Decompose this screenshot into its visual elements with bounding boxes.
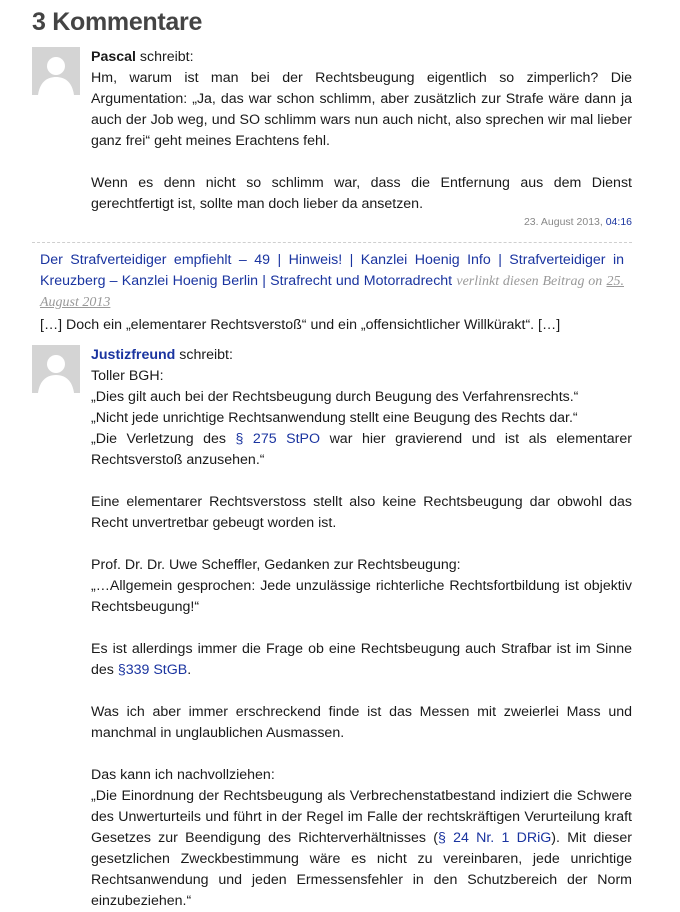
comment-author-link[interactable]: Justizfreund [91,347,176,363]
quote-line: „Dies gilt auch bei der Rechtsbeugung durch Beugung des Verfahrensrechts.“ [91,389,579,405]
comment-paragraph: Eine elementarer Rechtsverstoss stellt also keine Rechtsbeugung dar obwohl das Recht unvertretbar gebeugt worden ist. [91,494,632,531]
avatar-justizfreund [32,345,80,393]
comment-meta [91,216,632,228]
comment-paragraph: Das kann ich nachvollziehen: [91,767,275,783]
comment-author: Pascal [91,49,136,65]
comment-paragraph: Was ich aber immer erschreckend finde ist das Messen mit zweierlei Mass und manchmal in unglaublichen Ausmassen. [91,704,632,741]
says-label: schreibt: [139,49,194,65]
comment-date: 23. August 2013, [523,216,603,228]
comment-paragraph: „Die Einordnung der Rechtsbeugung als Verbrechenstatbestand indiziert die Schwere des Unwerturteils und führt in der Regel im Falle der rechtskräftigen Verurteilung kraft Gesetzes zur Beendigung des Richterverhältnisses (§ 24 Nr. 1 DRiG). Mit dieser gesetzlichen Zweckbestimmung wäre es nicht zu vereinbaren, jede unrichtige Rechtsanwendung und jeden Ermessensfehler in den Schutzbereich der Norm einzubeziehen.“ [91,788,633,909]
comment-greeting: Toller BGH: [91,368,164,384]
comment-paragraph: Hm, warum ist man bei der Rechtsbeugung eigentlich so zimperlich? Die Argumentation: „Ja, das war schon schlimm, aber zusätzlich zur Strafe wäre dann ja auch der Job weg, und SO schlimm wars nun auch nicht, also sprechen wir mal lieber ganz frei“ geht meines Erachtens fehl. [91,70,632,149]
comment-justizfreund [91,345,632,912]
default-avatar-icon [32,47,80,95]
default-avatar-icon [32,345,80,393]
comment-permalink[interactable]: 04:16 [605,216,632,228]
avatar-pascal [32,47,80,95]
pingback-date[interactable]: 25. August 2013 [40,274,624,310]
comments-heading: 3 Kommentare [32,8,203,36]
law-link-stgb[interactable]: §339 StGB [117,662,188,678]
comment-paragraph: Prof. Dr. Dr. Uwe Scheffler, Gedanken zur Rechtsbeugung: [91,557,461,573]
pingback-link[interactable]: Der Strafverteidiger empfiehlt – 49 | Hinweis! | Kanzlei Hoenig Info | Strafverteidiger in Kreuzberg – Kanzlei Hoenig Berlin | Strafrecht und Motorradrecht [40,252,624,289]
comment-header [91,47,632,68]
comment-paragraph: Es ist allerdings immer die Frage ob eine Rechtsbeugung auch Strafbar ist im Sinne des §339 StGB. [91,641,632,678]
says-label: schreibt: [179,347,233,363]
comment-paragraph: „…Allgemein gesprochen: Jede unzulässige richterliche Rechtsfortbildung ist objektiv Rechtsbeugung!“ [91,578,632,615]
quote-line: „Nicht jede unrichtige Rechtsanwendung stellt eine Beugung des Rechts dar.“ [91,410,578,426]
law-link-stpo[interactable]: § 275 StPO [235,431,321,447]
pingback-via: verlinkt diesen Beitrag on [456,274,603,289]
comment-pascal [91,47,632,215]
pingback [40,250,624,313]
pingback-excerpt: […] Doch ein „elementarer Rechtsverstoß“ und ein „offensichtlicher Willkürakt“. […] [40,317,561,333]
comment-header [91,345,632,366]
quote-line: „Die Verletzung des § 275 StPO war hier gravierend und ist als elementarer Rechtsverstoß anzusehen.“ [91,431,632,468]
comment-divider [32,242,632,243]
comment-paragraph: Wenn es denn nicht so schlimm war, dass die Entfernung aus dem Dienst gerechtfertigt ist, sollte man doch lieber da ansetzen. [91,175,632,212]
law-link-drig[interactable]: § 24 Nr. 1 DRiG [437,830,552,846]
